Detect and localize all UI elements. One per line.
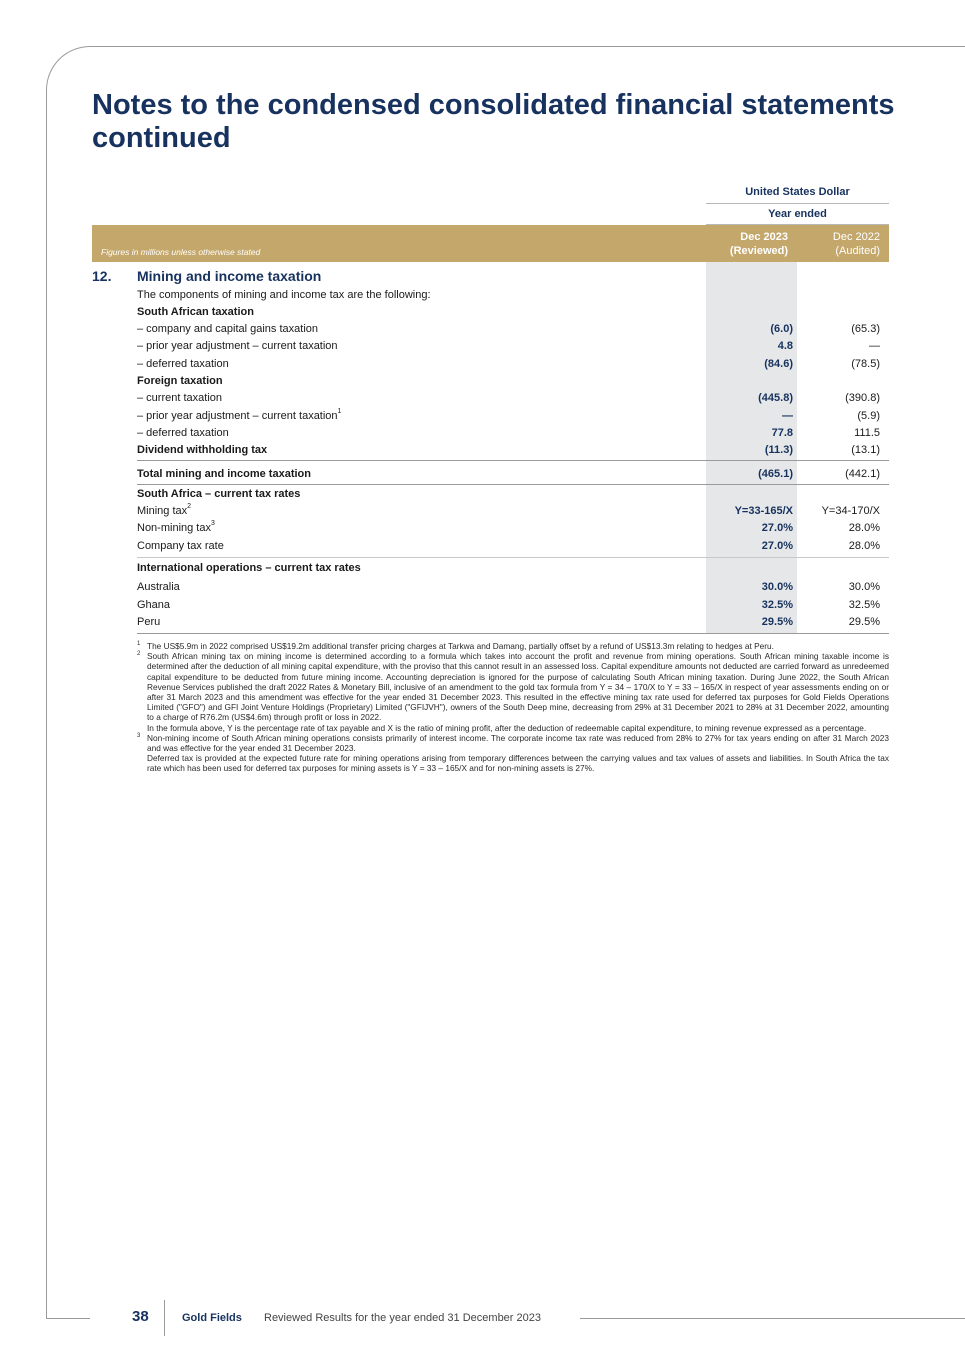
column-header-line: (Audited) xyxy=(835,245,880,257)
value-2023: 32.5% xyxy=(761,599,793,611)
footnote-text: Deferred tax is provided at the expected future rate for mining operations arising from temporary differences between the carrying values and tax values of assets and liabilities. In South Africa the tax rate which has been used for deferred tax purposes for mining assets is Y = 33 – 165/X and for non-mining assets is 27%. xyxy=(147,753,889,774)
value-2023: Y=33-165/X xyxy=(734,505,793,517)
table-row xyxy=(137,538,889,555)
value-2022: (78.5) xyxy=(851,358,880,370)
column-header-line: Dec 2023 xyxy=(740,231,788,243)
row-label: Company tax rate xyxy=(137,540,224,552)
value-2023: 27.0% xyxy=(761,540,793,552)
value-2022: 30.0% xyxy=(848,581,880,593)
footnote-3 xyxy=(137,733,889,774)
row-divider xyxy=(137,557,889,558)
footnote-text: Non-mining income of South African mining operations consists primarily of interest income. The corporate income tax rate was reduced from 28% to 27% for tax years ending on after 31 March 2023 and was effective for the year ended 31 December 2023. xyxy=(147,732,889,754)
row-label: Peru xyxy=(137,616,161,628)
value-2022: (5.9) xyxy=(857,410,880,422)
period-header: Year ended xyxy=(768,208,827,220)
footnote-marker: 2 xyxy=(137,651,141,658)
section-intro xyxy=(137,287,889,304)
footnote-ref: 1 xyxy=(337,408,342,416)
row-label: South Africa – current tax rates xyxy=(137,488,301,500)
value-2022: 32.5% xyxy=(848,599,880,611)
value-2023: (11.3) xyxy=(764,444,793,456)
footnote-2 xyxy=(137,651,889,733)
table-row xyxy=(137,597,889,614)
column-header-line: (Reviewed) xyxy=(729,245,788,257)
row-label: – current taxation xyxy=(137,392,222,404)
value-2022: — xyxy=(869,340,880,352)
value-2023: 29.5% xyxy=(761,616,793,628)
value-2022: Y=34-170/X xyxy=(821,505,880,517)
footnote-text: In the formula above, Y is the percentage rate of tax payable and X is the ratio of mining profit, after the deduction of redeemable capital expenditure, to mining revenue expressed as a percentage. xyxy=(147,722,867,733)
row-label xyxy=(137,520,215,537)
footnote-text: The US$5.9m in 2022 comprised US$19.2m additional transfer pricing charges at Tarkwa and Damang, partially offset by a refund of US$13.3m relating to hedges at Peru. xyxy=(147,641,774,651)
table-row xyxy=(137,408,889,425)
value-2022: 28.0% xyxy=(848,540,880,552)
column-header-line: Dec 2022 xyxy=(832,231,880,243)
page-title: Notes to the condensed consolidated financial statements continued xyxy=(92,89,895,154)
row-label: Dividend withholding tax xyxy=(137,444,268,456)
value-2023: (465.1) xyxy=(758,468,793,480)
page-number: 38 xyxy=(132,1308,149,1325)
footnote-marker: 3 xyxy=(137,732,141,739)
table-row xyxy=(137,520,889,537)
value-2023: (84.6) xyxy=(764,358,793,370)
row-label: Ghana xyxy=(137,599,171,611)
header-divider xyxy=(706,203,889,204)
table-bottom-rule xyxy=(137,633,889,634)
table-row xyxy=(137,373,889,390)
currency-header: United States Dollar xyxy=(745,186,850,198)
value-2023: 77.8 xyxy=(771,427,793,439)
row-label: – deferred taxation xyxy=(137,358,229,370)
table-row xyxy=(137,321,889,338)
table-row xyxy=(137,390,889,407)
value-2023: (445.8) xyxy=(758,392,793,404)
figures-note: Figures in millions unless otherwise stated xyxy=(101,247,261,257)
page-frame-bottom-left xyxy=(46,1318,90,1319)
row-label: South African taxation xyxy=(137,306,254,318)
row-label: – prior year adjustment – current taxation xyxy=(137,340,338,352)
table-row xyxy=(137,356,889,373)
value-2022: 28.0% xyxy=(848,522,880,534)
value-2023: — xyxy=(782,410,793,422)
table-row xyxy=(137,614,889,631)
row-label-text: Non-mining tax xyxy=(137,522,211,534)
row-label-text: – prior year adjustment – current taxation xyxy=(137,410,338,422)
footnotes xyxy=(137,641,889,774)
table-row xyxy=(137,304,889,321)
footer-brand: Gold Fields xyxy=(182,1312,242,1324)
table-row xyxy=(137,503,889,520)
page-frame-left xyxy=(46,100,47,1318)
row-label xyxy=(137,408,341,425)
value-2022: (65.3) xyxy=(851,323,880,335)
value-2022: 29.5% xyxy=(848,616,880,628)
row-divider xyxy=(137,460,889,461)
footnote-text: South African mining tax on mining income is determined according to a formula which takes into account the profit and revenue from mining operations. South African mining taxable income is determined after the deduction of all mining capital expenditure, with the proviso that this cannot result in an assessed loss. Capital expenditure amounts not deducted are carried forward as unredeemed capital expenditure to be deducted from future mining income. Accounting depreciation is ignored for the purpose of calculating South African mining taxation. During June 2022, the South African Revenue Services published the draft 2022 Rates & Monetary Bill, inclusive of an amendment to the gold tax formula from Y = 34 – 170/X to Y = 33 – 165/X in respect of year assessments ending on or after 31 March 2023 and this amendment was effective for the year ended 31 December 2023. This resulted in the effective mining tax rate used for deferred tax purposes for Gold Fields Operations Limited ("GFO") and GFI Joint Venture Holdings (Proprietary) Limited ("GFIJVH"), owners of the South Deep mine, decreasing from 29% at 31 December 2021 to 28% at 31 December 2022, amounting to a charge of R76.2m (US$4.6m) through profit or loss in 2022. xyxy=(147,651,889,723)
section-number: 12. xyxy=(92,268,112,284)
footnote-ref: 3 xyxy=(210,520,215,528)
footnote-marker: 1 xyxy=(137,641,141,647)
column-header-dec-2022 xyxy=(797,230,880,258)
value-2022: (442.1) xyxy=(845,468,880,480)
value-2023: 4.8 xyxy=(777,340,793,352)
value-2022: (13.1) xyxy=(851,444,880,456)
footer-divider xyxy=(164,1300,165,1336)
row-label: Foreign taxation xyxy=(137,375,223,387)
row-label: – company and capital gains taxation xyxy=(137,323,319,335)
value-2023: 27.0% xyxy=(761,522,793,534)
row-label xyxy=(137,503,191,520)
total-row xyxy=(137,466,889,483)
value-2023: 30.0% xyxy=(761,581,793,593)
table-row xyxy=(137,579,889,596)
section-title: Mining and income taxation xyxy=(137,268,322,284)
row-divider xyxy=(137,484,889,485)
row-label: Australia xyxy=(137,581,180,593)
row-label: Total mining and income taxation xyxy=(137,468,311,480)
value-2022: (390.8) xyxy=(845,392,880,404)
page-frame-bottom-right xyxy=(580,1318,965,1319)
table-row xyxy=(137,338,889,355)
value-2022: 111.5 xyxy=(854,427,880,439)
footer-text: Reviewed Results for the year ended 31 December 2023 xyxy=(264,1312,541,1324)
footnote-1 xyxy=(137,641,889,651)
row-label: – deferred taxation xyxy=(137,427,229,439)
intro-text: The components of mining and income tax are the following: xyxy=(137,289,431,301)
row-label-text: Mining tax xyxy=(137,505,188,517)
value-2023: (6.0) xyxy=(770,323,793,335)
table-row xyxy=(137,486,889,503)
table-row xyxy=(137,442,889,459)
footnote-ref: 2 xyxy=(187,503,192,511)
table-row xyxy=(137,560,889,577)
column-header-dec-2023 xyxy=(706,230,788,258)
row-label: International operations – current tax rates xyxy=(137,562,361,574)
table-row xyxy=(137,425,889,442)
